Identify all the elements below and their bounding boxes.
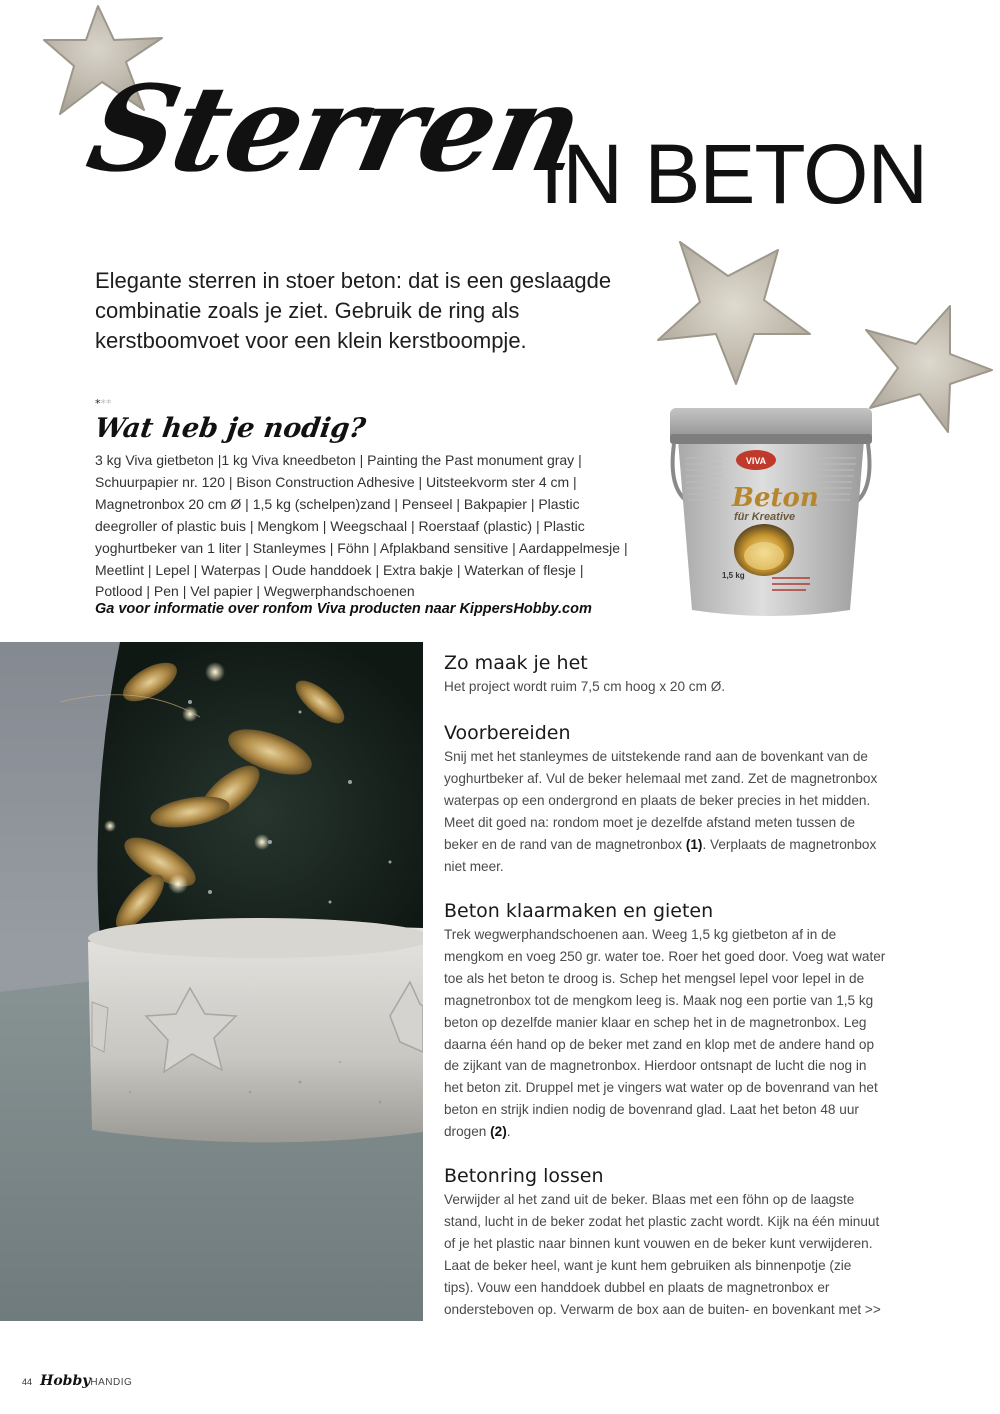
body-line: magnetronbox tot de mengkom leeg is. Maak nog een portie van 1,5 kg <box>444 992 874 1008</box>
concrete-star-decoration <box>650 230 820 390</box>
body-line: Meet dit goed na: rondom moet je dezelfde afstand meten tussen de <box>444 814 856 830</box>
product-bucket-image <box>660 398 882 624</box>
photo-reference: (1) <box>685 836 703 852</box>
body-line: Snij met het stanleymes de uitstekende rand aan de bovenkant van de <box>444 749 868 764</box>
body-text: drogen <box>444 1124 487 1140</box>
body-line: Trek wegwerphandschoenen aan. Weeg 1,5 kg gietbeton af in de <box>444 927 837 942</box>
section-prepare <box>444 720 877 877</box>
body-line: de zijkant van de magnetronbox. Hierdoor ontsnapt de lucht die nog in <box>444 1058 867 1074</box>
section-title: Zo maak je het <box>444 652 588 674</box>
materials-line: 3 kg Viva gietbeton |1 kg Viva kneedbeton | Painting the Past monument gray | <box>95 452 582 468</box>
section-body <box>444 746 877 877</box>
body-text: . <box>506 1124 511 1140</box>
page-number: 44 <box>22 1377 33 1387</box>
title-caps-words: IN BETON <box>540 127 928 221</box>
body-line: Het project wordt ruim 7,5 cm hoog x 20 cm Ø. <box>444 679 726 694</box>
intro-paragraph <box>95 266 635 356</box>
body-line: niet meer. <box>444 858 504 874</box>
materials-line: Meetlint | Lepel | Waterpas | Oude handdoek | Extra bakje | Waterkan of flesje | <box>95 561 584 578</box>
magazine-logo-handig: HANDIG <box>90 1377 133 1388</box>
body-line: toe als het beton te droog is. Schep het mengsel lepel voor lepel in de <box>444 970 865 986</box>
body-line <box>444 1121 885 1143</box>
body-line: yoghurtbeker af. Vul de beker helemaal met zand. Zet de magnetronbox <box>444 770 878 786</box>
body-line: Laat de beker heel, want je kunt hem gebruiken als binnenpotje (zie <box>444 1257 852 1273</box>
body-text: . Verplaats de magnetronbox <box>702 836 877 852</box>
intro-line: kerstboomvoet voor een klein kerstboompje. <box>95 328 527 353</box>
page-footer <box>22 1372 132 1391</box>
body-line: stand, lucht in de beker zodat het plastic zacht wordt. Kijk na één minuut <box>444 1213 880 1229</box>
product-name-label: Beton <box>732 483 819 513</box>
section-body <box>444 1189 881 1320</box>
body-line: Verwijder al het zand uit de beker. Blaas met een föhn op de laagste <box>444 1192 855 1207</box>
materials-line: Schuurpapier nr. 120 | Bison Construction Adhesive | Uitsteekvorm ster 4 cm | <box>95 473 577 490</box>
body-line: het beton zit. Druppel met je vingers wat water op de bovenrand van het <box>444 1080 878 1096</box>
photo-reference: (2) <box>490 1124 507 1140</box>
difficulty-filled-star: * <box>95 397 101 410</box>
intro-line: combinatie zoals je ziet. Gebruik de ring als <box>95 298 520 323</box>
difficulty-rating <box>95 398 112 410</box>
section-title: Beton klaarmaken en gieten <box>444 900 714 922</box>
section-release-ring <box>444 1163 881 1320</box>
materials-line: Potlood | Pen | Vel papier | Wegwerphandschoenen <box>95 583 415 600</box>
materials-line: deegroller of plastic buis | Mengkom | Weegschaal | Roerstaaf (plastic) | Plastic <box>95 517 585 534</box>
body-line <box>444 834 877 856</box>
magazine-logo-hobby: Hobby <box>40 1373 91 1389</box>
product-subtitle-label: für Kreative <box>734 511 796 523</box>
body-text: beker en de rand van de magnetronbox <box>444 836 683 852</box>
body-line: daarna één hand op de beker met zand en klop met de andere hand op <box>444 1036 875 1052</box>
materials-line: yoghurtbeker van 1 liter | Stanleymes | Föhn | Afplakband sensitive | Aardappelmesje | <box>95 539 628 556</box>
body-line: ondersteboven op. Verwarm de box aan de buiten- en bovenkant met >> <box>444 1301 881 1317</box>
body-line: of je het plastic naar binnen kunt vouwen en de beker kunt verwijderen. <box>444 1235 873 1251</box>
body-line: mengkom en voeg 250 gr. water toe. Roer het goed door. Voeg wat water <box>444 948 886 964</box>
section-body <box>444 924 885 1143</box>
section-body <box>444 676 725 698</box>
section-title: Betonring lossen <box>444 1165 604 1187</box>
body-line: tips). Vouw een handdoek dubbel en plaats de magnetronbox er <box>444 1279 830 1295</box>
materials-list <box>95 450 628 603</box>
title-script-word: Sterren <box>77 59 593 198</box>
christmas-tree-photo <box>0 642 423 1321</box>
body-line: beton en strijk indien nodig de bovenrand glad. Laat het beton 48 uur <box>444 1102 859 1118</box>
intro-line: Elegante sterren in stoer beton: dat is een geslaagde <box>95 268 612 293</box>
product-brand-label: VIVA <box>745 456 767 466</box>
body-line: waterpas op een ondergrond en plaats de beker precies in het midden. <box>444 792 871 808</box>
section-mix-and-pour <box>444 898 885 1143</box>
section-make <box>444 650 725 698</box>
section-title: Voorbereiden <box>444 722 571 744</box>
materials-heading: Wat heb je nodig? <box>92 413 368 444</box>
body-line: beton op dezelfde manier klaar en schep het in de magnetronbox. Leg <box>444 1014 867 1030</box>
supplier-info-note: Ga voor informatie over ronfom Viva producten naar KippersHobby.com <box>95 601 592 617</box>
materials-line: Magnetronbox 20 cm Ø | 1,5 kg (schelpen)zand | Penseel | Bakpapier | Plastic <box>95 495 580 512</box>
difficulty-empty-stars: ** <box>100 397 112 410</box>
product-weight-label: 1,5 kg <box>722 571 745 580</box>
